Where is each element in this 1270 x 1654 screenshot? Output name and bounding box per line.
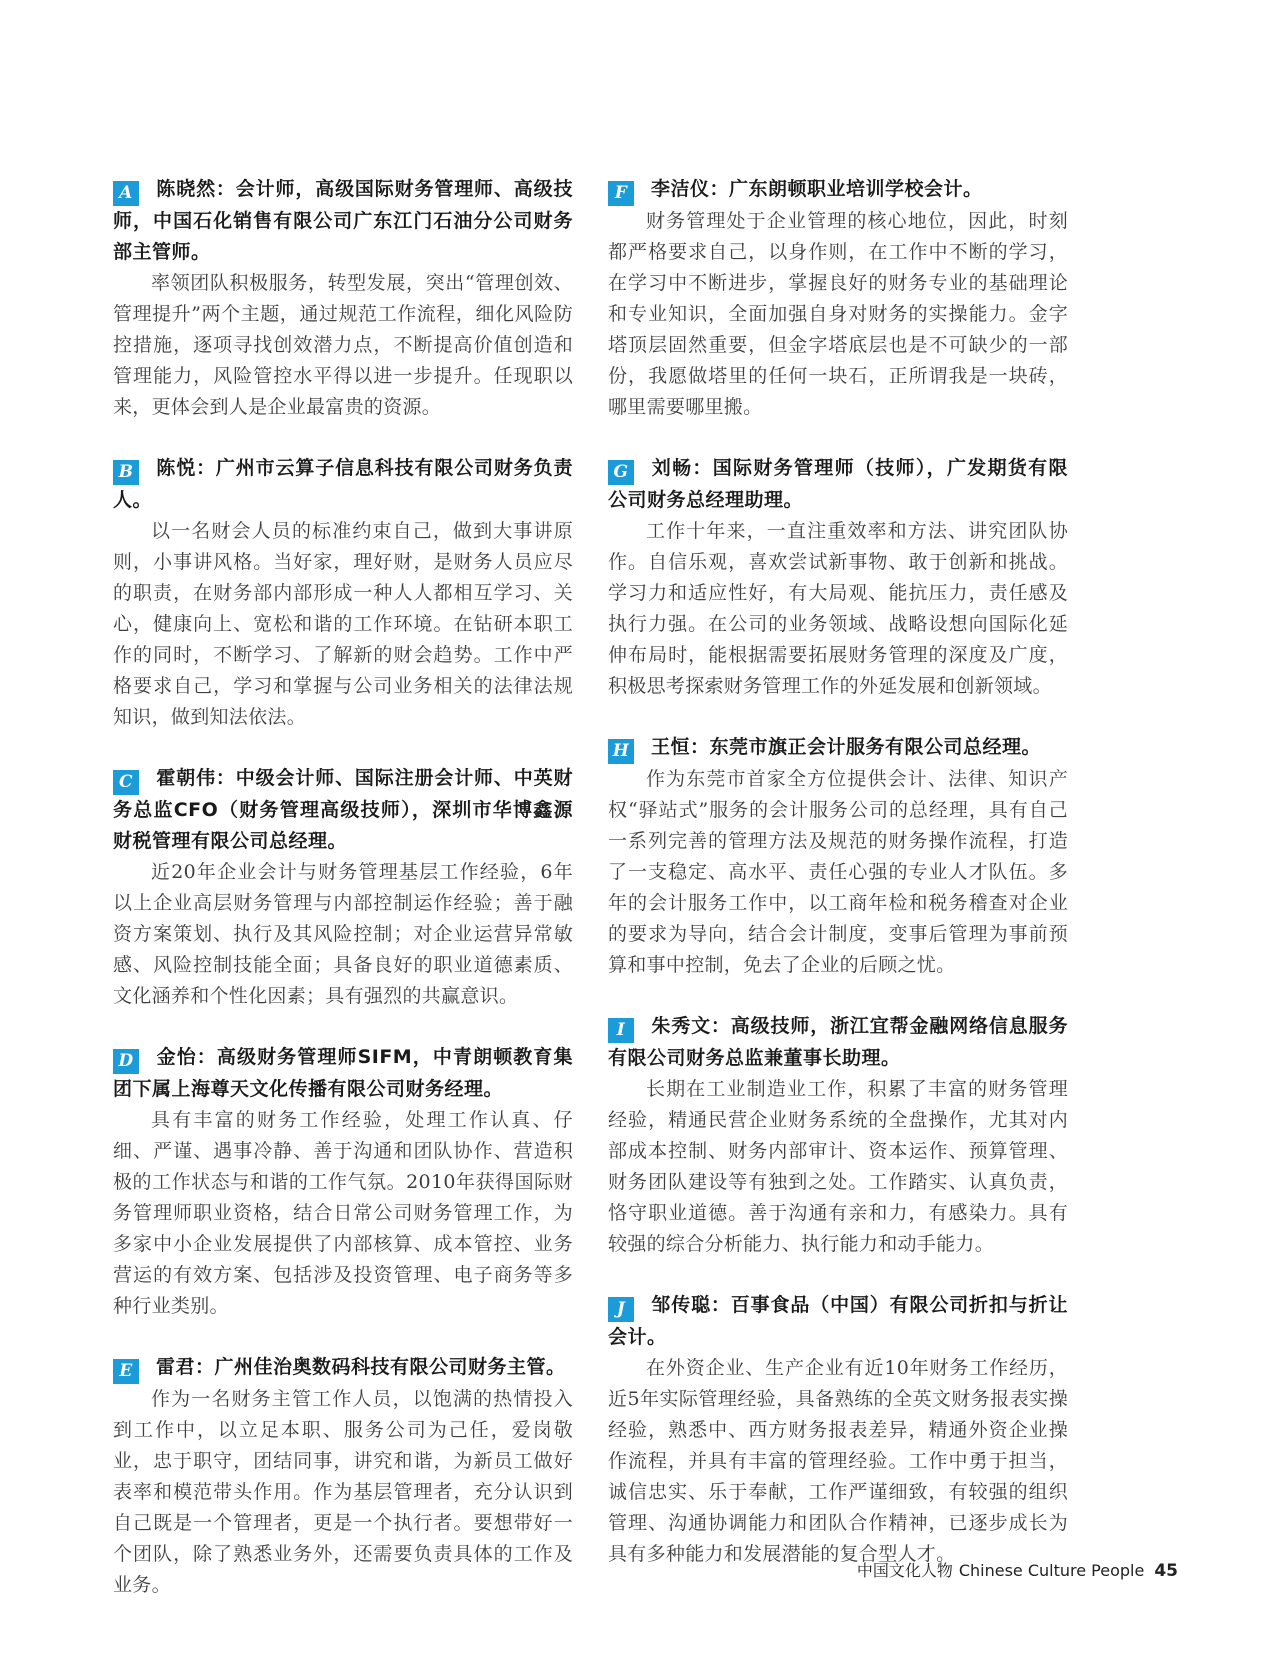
letter-badge: C [113,770,139,795]
profile-entry-j [608,1290,1068,1570]
entry-title-text: 邹传聪：百事食品（中国）有限公司折扣与折让会计。 [608,1294,1068,1348]
profile-entry-b [113,453,573,733]
letter-badge: I [608,1018,634,1043]
page-number: 45 [1154,1561,1178,1581]
entry-title [113,453,573,516]
entry-title-text: 霍朝伟：中级会计师、国际注册会计师、中英财务总监CFO（财务管理高级技师），深圳市华博鑫源财税管理有限公司总经理。 [113,767,573,852]
entry-title-text: 陈晓然：会计师，高级国际财务管理师、高级技师，中国石化销售有限公司广东江门石油分公司财务部主管师。 [113,178,573,263]
profile-entry-c [113,763,573,1012]
entry-title [113,174,573,268]
entry-body: 以一名财会人员的标准约束自己，做到大事讲原则，小事讲风格。当好家，理好财，是财务人员应尽的职责，在财务部内部形成一种人人都相互学习、关心，健康向上、宽松和谐的工作环境。在钻研本职工作的同时，不断学习、了解新的财会趋势。工作中严格要求自己，学习和掌握与公司业务相关的法律法规知识，做到知法依法。 [113,520,573,728]
profile-entry-a [113,174,573,423]
profile-entry-g [608,453,1068,702]
entry-title [113,1352,573,1384]
right-column [608,174,1068,1631]
entry-title [608,1011,1068,1074]
profile-entry-h [608,732,1068,981]
entry-body: 财务管理处于企业管理的核心地位，因此，时刻都严格要求自己，以身作则，在工作中不断的学习，在学习中不断进步，掌握良好的财务专业的基础理论和专业知识，全面加强自身对财务的实操能力。金字塔顶层固然重要，但金字塔底层也是不可缺少的一部份，我愿做塔里的任何一块石，正所谓我是一块砖，哪里需要哪里搬。 [608,210,1068,418]
profile-entry-f [608,174,1068,423]
entry-title-text: 刘畅：国际财务管理师（技师），广发期货有限公司财务总经理助理。 [608,457,1068,511]
profile-entry-i [608,1011,1068,1260]
entry-title [113,763,573,857]
entry-title-text: 李洁仪：广东朗顿职业培训学校会计。 [651,178,983,200]
entry-body: 作为东莞市首家全方位提供会计、法律、知识产权“驿站式”服务的会计服务公司的总经理，具有自己一系列完善的管理方法及规范的财务操作流程，打造了一支稳定、高水平、责任心强的专业人才队伍。多年的会计服务工作中，以工商年检和税务稽查对企业的要求为导向，结合会计制度，变事后管理为事前预算和事中控制，免去了企业的后顾之忧。 [608,768,1068,976]
entry-body: 率领团队积极服务，转型发展，突出“管理创效、管理提升”两个主题，通过规范工作流程，细化风险防控措施，逐项寻找创效潜力点，不断提高价值创造和管理能力，风险管控水平得以进一步提升。任现职以来，更体会到人是企业最富贵的资源。 [113,272,573,418]
two-column-content [113,174,1068,1631]
entry-title-text: 金怡：高级财务管理师SIFM，中青朗顿教育集团下属上海尊天文化传播有限公司财务经理。 [113,1046,573,1100]
entry-title-text: 朱秀文：高级技师，浙江宜帮金融网络信息服务有限公司财务总监兼董事长助理。 [608,1015,1068,1069]
journal-title-en: Chinese Culture People [958,1561,1145,1580]
entry-title-text: 陈悦：广州市云算子信息科技有限公司财务负责人。 [113,457,573,511]
letter-badge: G [608,460,634,485]
entry-body: 在外资企业、生产企业有近10年财务工作经历，近5年实际管理经验，具备熟练的全英文财务报表实操经验，熟悉中、西方财务报表差异，精通外资企业操作流程，并具有丰富的管理经验。工作中勇于担当，诚信忠实、乐于奉献，工作严谨细致，有较强的组织管理、沟通协调能力和团队合作精神，已逐步成长为具有多种能力和发展潜能的复合型人才。 [608,1357,1068,1565]
letter-badge: H [608,739,634,764]
left-column [113,174,573,1631]
profile-entry-d [113,1042,573,1322]
entry-title-text: 王恒：东莞市旗正会计服务有限公司总经理。 [651,736,1042,758]
entry-body: 长期在工业制造业工作，积累了丰富的财务管理经验，精通民营企业财务系统的全盘操作，尤其对内部成本控制、财务内部审计、资本运作、预算管理、财务团队建设等有独到之处。工作踏实、认真负责，恪守职业道德。善于沟通有亲和力，有感染力。具有较强的综合分析能力、执行能力和动手能力。 [608,1078,1068,1255]
entry-title [608,174,1068,206]
entry-body: 具有丰富的财务工作经验，处理工作认真、仔细、严谨、遇事冷静、善于沟通和团队协作、营造积极的工作状态与和谐的工作气氛。2010年获得国际财务管理师职业资格，结合日常公司财务管理工作，为多家中小企业发展提供了内部核算、成本管控、业务营运的有效方案、包括涉及投资管理、电子商务等多种行业类别。 [113,1109,573,1317]
entry-body: 工作十年来，一直注重效率和方法、讲究团队协作。自信乐观，喜欢尝试新事物、敢于创新和挑战。学习力和适应性好，有大局观、能抗压力，责任感及执行力强。在公司的业务领域、战略设想向国际化延伸布局时，能根据需要拓展财务管理的深度及广度，积极思考探索财务管理工作的外延发展和创新领域。 [608,520,1068,697]
entry-title [608,453,1068,516]
entry-title [608,1290,1068,1353]
entry-title [608,732,1068,764]
entry-title-text: 雷君：广州佳治奥数码科技有限公司财务主管。 [156,1356,566,1378]
page-footer [113,1558,1178,1581]
entry-body: 作为一名财务主管工作人员，以饱满的热情投入到工作中，以立足本职、服务公司为己任，爱岗敬业，忠于职守，团结同事，讲究和谐，为新员工做好表率和模范带头作用。作为基层管理者，充分认识到自己既是一个管理者，更是一个执行者。要想带好一个团队，除了熟悉业务外，还需要负责具体的工作及业务。 [113,1388,573,1596]
letter-badge: A [113,181,139,206]
letter-badge: F [608,181,634,206]
entry-title [113,1042,573,1105]
entry-body: 近20年企业会计与财务管理基层工作经验，6年以上企业高层财务管理与内部控制运作经验；善于融资方案策划、执行及其风险控制；对企业运营异常敏感、风险控制技能全面；具备良好的职业道德素质、文化涵养和个性化因素；具有强烈的共赢意识。 [113,861,573,1007]
letter-badge: B [113,460,139,485]
journal-title-cn: 中国文化人物 [856,1561,953,1580]
letter-badge: D [113,1049,139,1074]
letter-badge: J [608,1297,634,1322]
letter-badge: E [113,1359,139,1384]
